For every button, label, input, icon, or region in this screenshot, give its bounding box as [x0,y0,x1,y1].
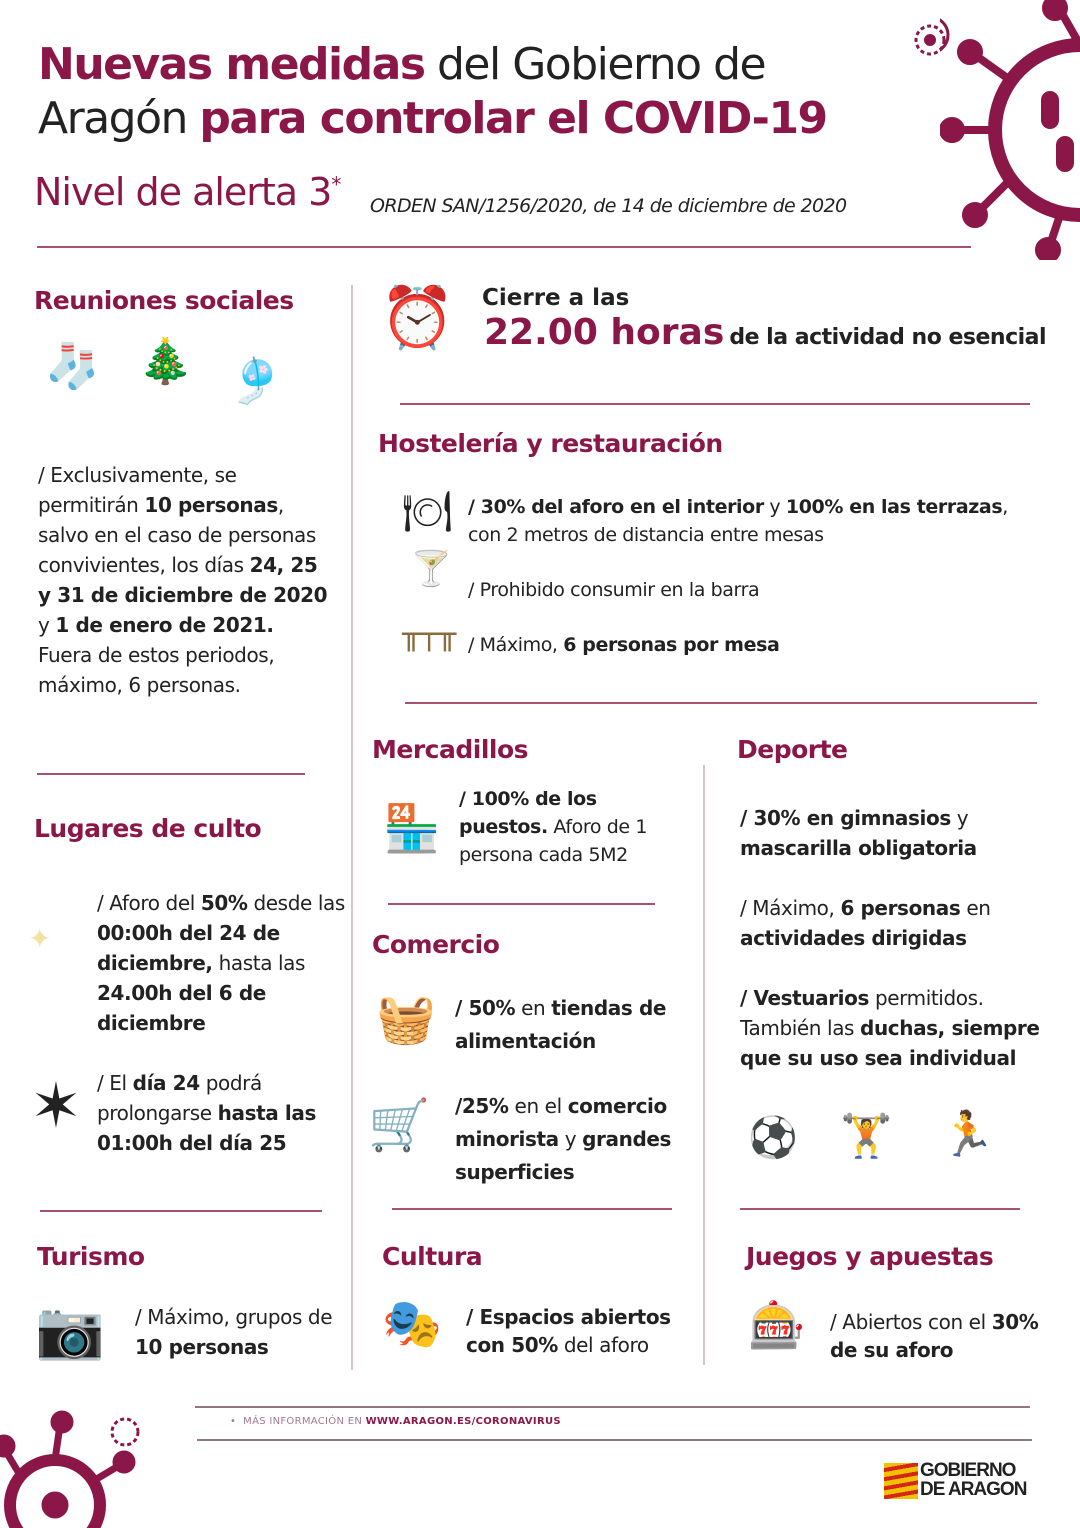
alert-asterisk: * [331,172,341,197]
star-icon: ✶ [30,1069,82,1142]
section-title-culto: Lugares de culto [34,814,262,843]
alert-level-text: Nivel de alerta 3 [34,170,332,214]
soccer-ball-icon: ⚽ [748,1115,798,1161]
virus-decoration-bottom-icon [0,1410,160,1528]
hosteleria-item [468,575,759,605]
text-segment: desde las [247,891,345,915]
culto-text-2 [97,1068,337,1158]
camera-icon: 📷 [35,1298,105,1363]
hosteleria-item [468,630,779,660]
divider [197,1439,1032,1441]
runner-icon: 🏃 [940,1109,995,1160]
text-segment: / Máximo, [740,896,841,920]
cultura-text [466,1303,696,1359]
cierre-hour: 22.00 horas [484,312,725,353]
text-segment: Nuevas medidas [38,39,425,90]
cocktail-icon: 🍸 [410,549,453,589]
small-virus-icon [905,15,955,65]
title-line-2 [38,92,827,146]
section-title-turismo: Turismo [37,1242,145,1271]
light-sparkle-icon: ✦ [28,922,52,955]
text-segment: / Máximo, [468,634,564,656]
text-segment: en [960,896,991,920]
text-segment: , salvo en el caso de personas convivientes, los días [38,493,316,577]
section-title-juegos: Juegos y apuestas [746,1242,994,1271]
text-segment: 24.00h del 6 de diciembre [97,981,266,1035]
juegos-text [830,1308,1040,1364]
cierre-line1: Cierre a las [482,285,630,311]
text-segment: / El [97,1071,133,1095]
alarm-clock-icon: ⏰ [380,283,455,353]
section-title-reuniones: Reuniones sociales [34,286,294,315]
text-segment: 00:00h del 24 de diciembre, [97,921,280,975]
text-segment: 50% [200,891,248,915]
shopping-cart-icon: 🛒 [368,1096,431,1154]
text-segment: día 24 [132,1071,200,1095]
text-segment: / Abiertos con el [830,1310,992,1334]
text-segment: / Máximo, grupos de [135,1305,333,1329]
divider [400,403,1030,405]
text-segment: duchas, siempre que su uso sea individual [740,1016,1040,1070]
divider [388,903,655,905]
text-segment: mascarilla obligatoria [740,836,977,860]
text-segment: / Vestuarios [740,986,869,1010]
table-chairs-icon: ╥┬╥ [402,617,457,652]
virus-decoration-icon [940,0,1080,260]
text-segment: en [515,996,552,1020]
text-segment: tiendas de alimentación [455,996,667,1053]
culto-text-1 [97,888,347,1038]
column-divider [351,285,353,1370]
text-segment: / Espacios abiertos con 50% [466,1305,671,1357]
gobierno-aragon-logo [920,1461,1026,1499]
text-segment: 30% de su aforo [830,1310,1039,1362]
text-segment: / 30% en gimnasios [740,806,951,830]
poker-chips-icon: 🎰 [748,1298,806,1352]
comercio-item-1 [455,992,695,1058]
divider [405,702,1037,704]
text-segment: / Exclusivamente, se permitirán [38,463,237,517]
section-title-mercadillos: Mercadillos [372,735,529,764]
ornaments-icon: 🎐 [228,356,283,407]
section-title-comercio: Comercio [372,930,500,959]
christmas-tree-icon: 🎄 [138,336,193,387]
weightlifter-icon: 🏋 [840,1111,893,1160]
title-line-1 [38,38,765,92]
text-segment: 10 personas [135,1335,269,1359]
text-segment: en el [508,1094,568,1118]
more-info: • MÁS INFORMACIÓN EN WWW.ARAGON.ES/CORONAVIRUS [230,1416,561,1427]
text-segment: podrá prolongarse [97,1071,262,1125]
deporte-item-2 [740,893,1060,953]
text-segment: Fuera de estos periodos, máximo, 6 personas. [38,643,275,697]
divider [740,1208,1020,1210]
grocery-basket-icon: 🧺 [376,991,436,1047]
text-segment: y [763,496,786,518]
text-segment: para controlar el COVID-19 [199,93,827,144]
text-segment: / 100% de los puestos. [459,788,597,838]
market-stall-icon: 🏪 [383,801,441,855]
cierre-line2 [484,312,1046,353]
text-segment: / Aforo del [97,891,201,915]
text-segment: y [558,1127,583,1151]
order-reference: ORDEN SAN/1256/2020, de 14 de diciembre de 2020 [370,195,847,217]
text-segment: hasta las 01:00h del día 25 [97,1101,316,1155]
text-segment: 1 de enero de 2021. [55,613,274,637]
text-segment: Aragón [38,93,200,144]
column-divider [703,765,705,1365]
text-segment: grandes superficies [455,1127,672,1184]
text-segment: del aforo [557,1333,649,1357]
alert-level [34,170,340,214]
divider [40,1210,322,1212]
text-segment: Aforo de 1 persona cada 5M2 [459,816,648,866]
hosteleria-item [468,493,1038,549]
deporte-item-1 [740,803,1060,863]
divider [37,246,971,248]
text-segment: / 30% del aforo en el interior [468,496,764,518]
text-segment: del Gobierno de [424,39,766,90]
cloche-icon: 🍽 [402,489,453,535]
text-segment: / 50% [455,996,516,1020]
cierre-rest: de la actividad no esencial [729,325,1047,350]
reuniones-text [38,460,328,700]
aragon-flag-icon [884,1463,918,1499]
text-segment: 100% en las terrazas [785,496,1003,518]
text-segment: 10 personas [144,493,278,517]
text-segment: 6 personas [840,896,961,920]
logo-line2: DE ARAGON [920,1479,1027,1500]
comercio-item-2 [455,1090,700,1189]
divider [37,773,305,775]
text-segment: comercio minorista [455,1094,667,1151]
text-segment: /25% [455,1094,509,1118]
stocking-icon: 🧦 [45,341,100,392]
turismo-text [135,1302,335,1362]
deporte-item-3 [740,983,1060,1073]
more-info-link[interactable]: WWW.ARAGON.ES/CORONAVIRUS [365,1416,561,1427]
text-segment: y [950,806,969,830]
more-info-prefix: MÁS INFORMACIÓN EN [243,1416,366,1427]
text-segment: hasta las [212,951,306,975]
logo-line1: GOBIERNO [920,1460,1016,1481]
text-segment: permitidos. También las [740,986,984,1040]
section-title-cultura: Cultura [382,1242,483,1271]
text-segment: 6 personas por mesa [563,634,780,656]
text-segment: / Prohibido consumir en la barra [468,579,760,601]
divider [392,1208,672,1210]
section-title-deporte: Deporte [737,735,848,764]
text-segment: 24, 25 y 31 de diciembre de 2020 [38,553,328,607]
theater-masks-icon: 🎭 [382,1296,442,1352]
divider [195,1406,1030,1408]
section-title-hosteleria: Hostelería y restauración [378,429,723,458]
text-segment: y [38,613,56,637]
text-segment: actividades dirigidas [740,926,967,950]
text-segment: , con 2 metros de distancia entre mesas [468,496,1008,546]
mercadillos-text [459,785,674,869]
